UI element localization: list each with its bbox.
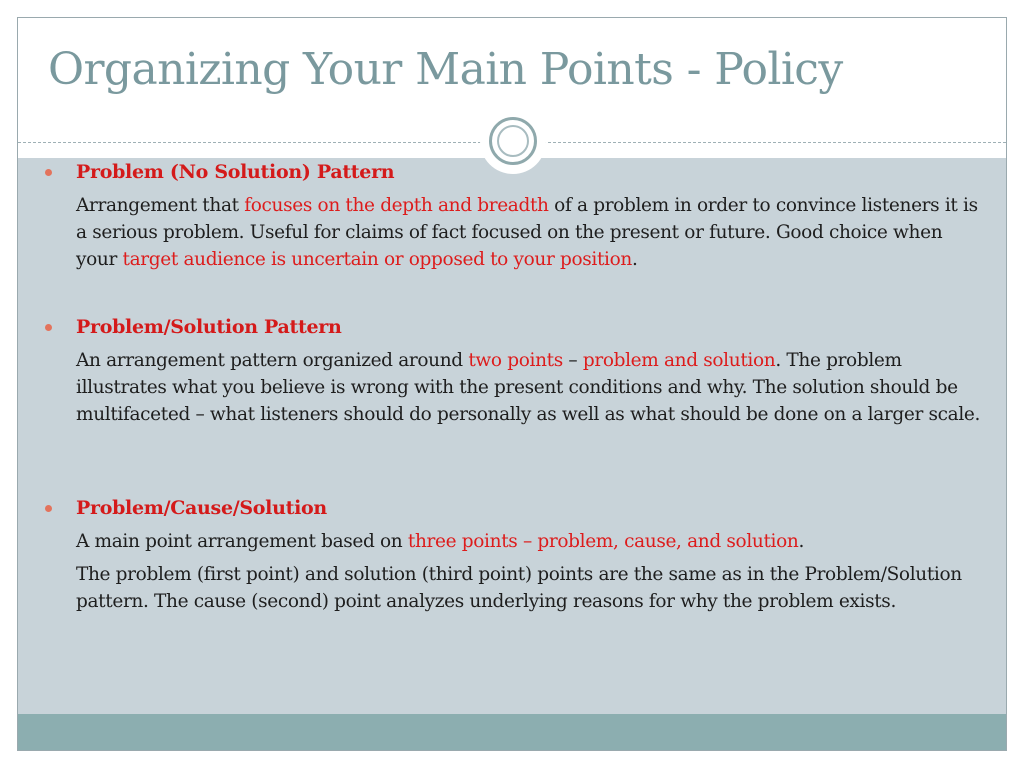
highlight-text: focuses on the depth and breadth [244, 195, 549, 216]
ring-outer [489, 117, 537, 165]
bullet-heading: Problem (No Solution) Pattern [76, 161, 395, 183]
highlight-text: two points [468, 350, 563, 371]
bullet-description: Arrangement that focuses on the depth and breadth of a problem in order to convince listeners it is a serious problem. Useful for claims of fact focused on the present or future. Good choice when your target audience is uncertain or opposed to your position. [76, 195, 978, 270]
footer-bar [18, 714, 1006, 750]
bullet-description: A main point arrangement based on three points – problem, cause, and solution. [76, 531, 804, 552]
content-area [18, 158, 1006, 716]
highlight-text: three points – problem, cause, and solution [407, 531, 799, 552]
bullet-description: An arrangement pattern organized around two points – problem and solution. The problem illustrates what you believe is wrong with the present conditions and why. The solution should be multifaceted – what listeners should do personally as well as what should be done on a larger scale. [76, 350, 981, 425]
ring-inner [497, 125, 529, 157]
double-ring-circle-icon [480, 108, 546, 174]
highlight-text: target audience is uncertain or opposed to your position [122, 249, 632, 270]
slide-title: Organizing Your Main Points - Policy [48, 44, 843, 95]
bullet-heading: Problem/Solution Pattern [76, 316, 342, 338]
bullet-description: The problem (first point) and solution (third point) points are the same as in the Problem/Solution pattern. The cause (second) point analyzes underlying reasons for why the problem exists. [76, 564, 962, 612]
bullet-dot-icon [45, 324, 52, 331]
slide [17, 17, 1007, 751]
bullet-dot-icon [45, 505, 52, 512]
highlight-text: problem and solution [582, 350, 776, 371]
bullet-heading: Problem/Cause/Solution [76, 497, 327, 519]
bullet-dot-icon [45, 169, 52, 176]
